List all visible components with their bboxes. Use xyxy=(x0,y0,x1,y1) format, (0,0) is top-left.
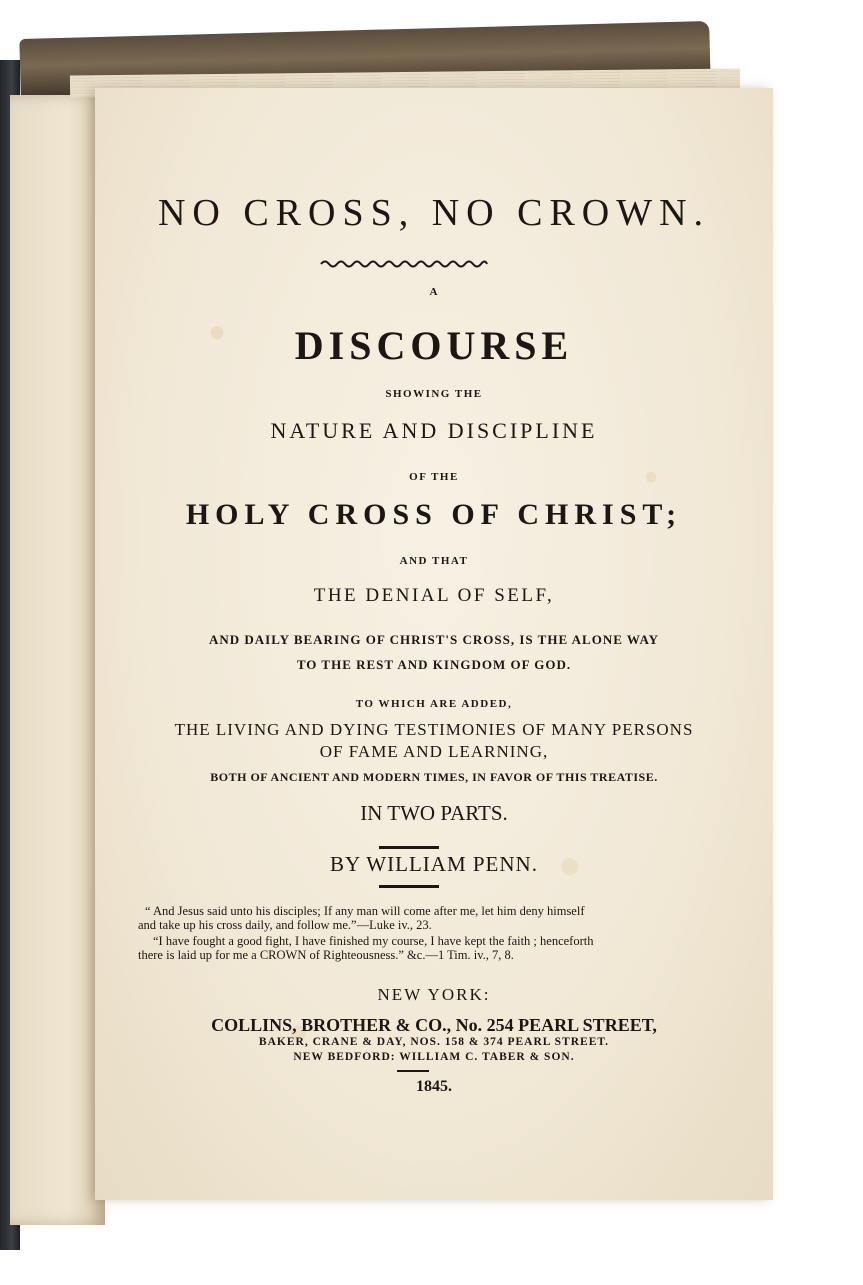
imprint-city: NEW YORK: xyxy=(377,985,491,1004)
rule-divider xyxy=(379,846,439,849)
bedford-line: NEW BEDFORD: WILLIAM C. TABER & SON. xyxy=(293,1051,575,1063)
epigraph-line: “ And Jesus said unto his disciples; If any man will come after me, let him deny himself xyxy=(145,904,585,918)
epigraph-line: there is laid up for me a CROWN of Righteousness.” &c.—1 Tim. iv., 7, 8. xyxy=(138,948,514,962)
rule-divider xyxy=(379,885,439,888)
two-parts: IN TWO PARTS. xyxy=(360,801,508,825)
showing-the: SHOWING THE xyxy=(385,388,483,400)
to-which: TO WHICH ARE ADDED, xyxy=(355,698,513,710)
article-a: A xyxy=(429,286,439,298)
holy-cross-heading: HOLY CROSS OF CHRIST; xyxy=(185,498,683,531)
discourse-heading: DISCOURSE xyxy=(294,323,574,368)
publisher-line: COLLINS, BROTHER & CO., No. 254 PEARL STREET, xyxy=(211,1015,657,1035)
book-title: NO CROSS, NO CROWN. xyxy=(157,192,711,234)
daily-line-2: TO THE REST AND KINGDOM OF GOD. xyxy=(296,657,572,672)
denial-line: THE DENIAL OF SELF, xyxy=(313,585,555,606)
title-page-content xyxy=(95,88,773,1200)
and-that: AND THAT xyxy=(399,555,469,567)
epigraph-line: and take up his cross daily, and follow me.”—Luke iv., 23. xyxy=(138,918,432,932)
living-line-2: OF FAME AND LEARNING, xyxy=(319,742,549,761)
author-line: BY WILLIAM PENN. xyxy=(330,852,538,876)
rule-divider xyxy=(397,1070,429,1072)
co-publisher-line: BAKER, CRANE & DAY, NOS. 158 & 374 PEARL STREET. xyxy=(258,1036,610,1048)
both-line: BOTH OF ANCIENT AND MODERN TIMES, IN FAVOR OF THIS TREATISE. xyxy=(210,770,658,784)
facing-page xyxy=(10,95,105,1225)
of-the: OF THE xyxy=(409,471,459,483)
living-line-1: THE LIVING AND DYING TESTIMONIES OF MANY PERSONS xyxy=(174,720,694,739)
wavy-rule-ornament xyxy=(319,258,489,270)
title-page xyxy=(95,88,773,1200)
epigraph-line: “I have fought a good fight, I have finished my course, I have kept the faith ; henceforth xyxy=(153,934,594,948)
publication-year: 1845. xyxy=(416,1078,452,1095)
daily-line-1: AND DAILY BEARING OF CHRIST'S CROSS, IS THE ALONE WAY xyxy=(208,632,660,647)
nature-line: NATURE AND DISCIPLINE xyxy=(270,418,598,443)
